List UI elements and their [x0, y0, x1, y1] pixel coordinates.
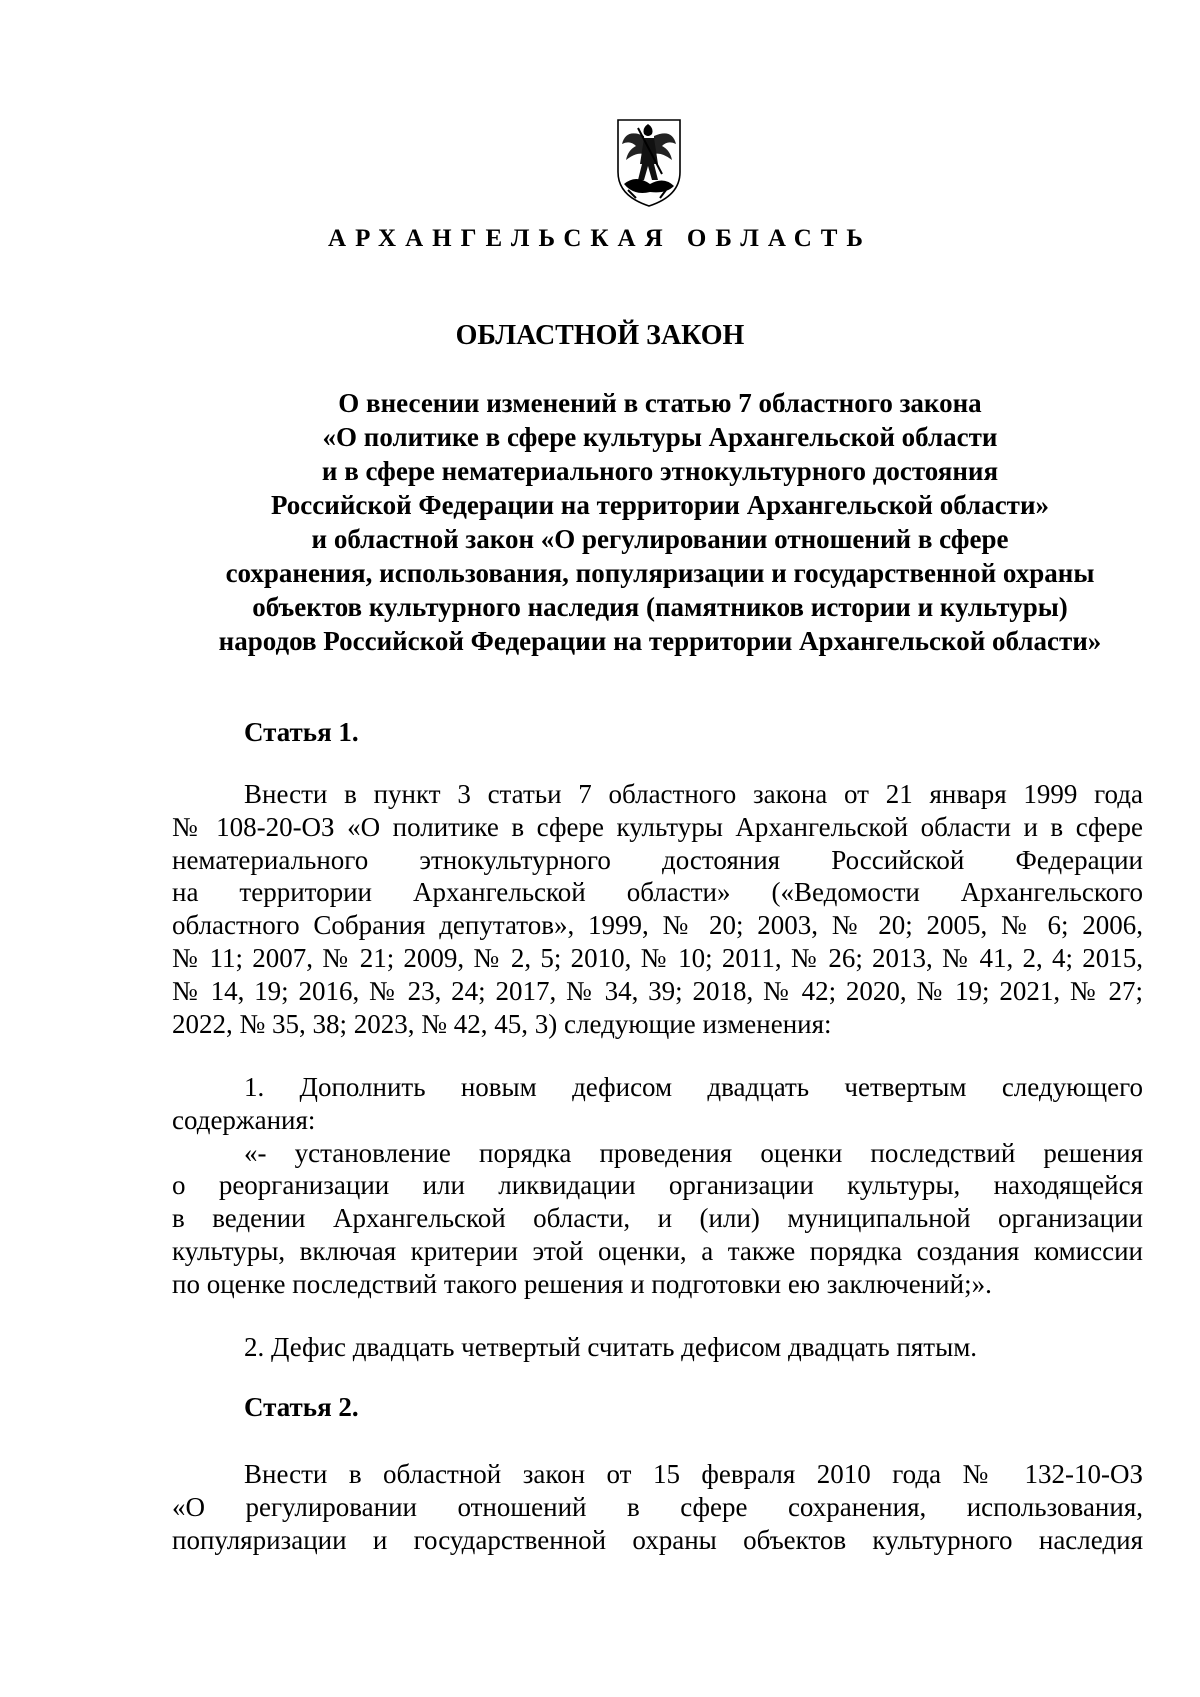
text-line: областного Собрания депутатов», 1999, № 20; 2003, № 20; 2005, № 6; 2006,	[172, 910, 1143, 941]
title-line: сохранения, использования, популяризации и государственной охраны	[225, 558, 1095, 588]
text-line: на территории Архангельской области» («Ведомости Архангельского	[172, 877, 1143, 908]
article-1-heading: Статья 1.	[244, 717, 359, 747]
article-1-item-2	[172, 1331, 1143, 1364]
text-line: Внести в областной закон от 15 февраля 2010 года № 132-10-ОЗ	[244, 1459, 1143, 1489]
text-line: № 14, 19; 2016, № 23, 24; 2017, № 34, 39; 2018, № 42; 2020, № 19; 2021, № 27;	[172, 975, 1143, 1006]
article-1-item-1	[172, 1071, 1143, 1301]
title-line: объектов культурного наследия (памятников истории и культуры)	[252, 592, 1068, 622]
text-line: популяризации и государственной охраны объектов культурного наследия	[172, 1524, 1143, 1555]
title-line: народов Российской Федерации на территории Архангельской области»	[218, 626, 1102, 656]
article-2-intro	[172, 1458, 1143, 1556]
text-line: 1. Дополнить новым дефисом двадцать четвертым следующего	[244, 1072, 1143, 1102]
text-line: содержания:	[172, 1104, 316, 1135]
quote-line: «- установление порядка проведения оценки последствий решения	[244, 1137, 1143, 1168]
law-title	[120, 386, 1200, 658]
title-line: О внесении изменений в статью 7 областного закона	[338, 388, 982, 418]
text-line: 2022, № 35, 38; 2023, № 42, 45, 3) следующие изменения:	[172, 1008, 832, 1039]
title-line: Российской Федерации на территории Архангельской области»	[270, 490, 1050, 520]
article-2-heading: Статья 2.	[244, 1392, 359, 1422]
text-line: нематериального этнокультурного достояния Российской Федерации	[172, 844, 1143, 875]
text-line: № 11; 2007, № 21; 2009, № 2, 5; 2010, № 10; 2011, № 26; 2013, № 41, 2, 4; 2015,	[172, 942, 1143, 973]
document-type: ОБЛАСТНОЙ ЗАКОН	[455, 320, 745, 351]
text-line: «О регулировании отношений в сфере сохранения, использования,	[172, 1491, 1143, 1522]
article-1-intro	[172, 778, 1143, 1040]
text-line: Внести в пункт 3 статьи 7 областного закона от 21 января 1999 года	[244, 779, 1143, 809]
region-name: АРХАНГЕЛЬСКАЯ ОБЛАСТЬ	[328, 225, 872, 252]
text-line: № 108-20-ОЗ «О политике в сфере культуры Архангельской области и в сфере	[172, 811, 1143, 842]
quote-line: о реорганизации или ликвидации организации культуры, находящейся	[172, 1170, 1143, 1201]
title-line: и областной закон «О регулировании отношений в сфере	[311, 524, 1009, 554]
quote-line: в ведении Архангельской области, и (или) муниципальной организации	[172, 1203, 1143, 1234]
text-line: 2. Дефис двадцать четвертый считать дефисом двадцать пятым.	[244, 1332, 978, 1362]
title-line: «О политике в сфере культуры Архангельской области	[322, 422, 998, 452]
quote-line: по оценке последствий такого решения и подготовки ею заключений;».	[172, 1268, 992, 1299]
quote-line: культуры, включая критерии этой оценки, а также порядка создания комиссии	[172, 1235, 1143, 1266]
coat-of-arms-icon	[614, 114, 684, 210]
title-line: и в сфере нематериального этнокультурного достояния	[321, 456, 999, 486]
